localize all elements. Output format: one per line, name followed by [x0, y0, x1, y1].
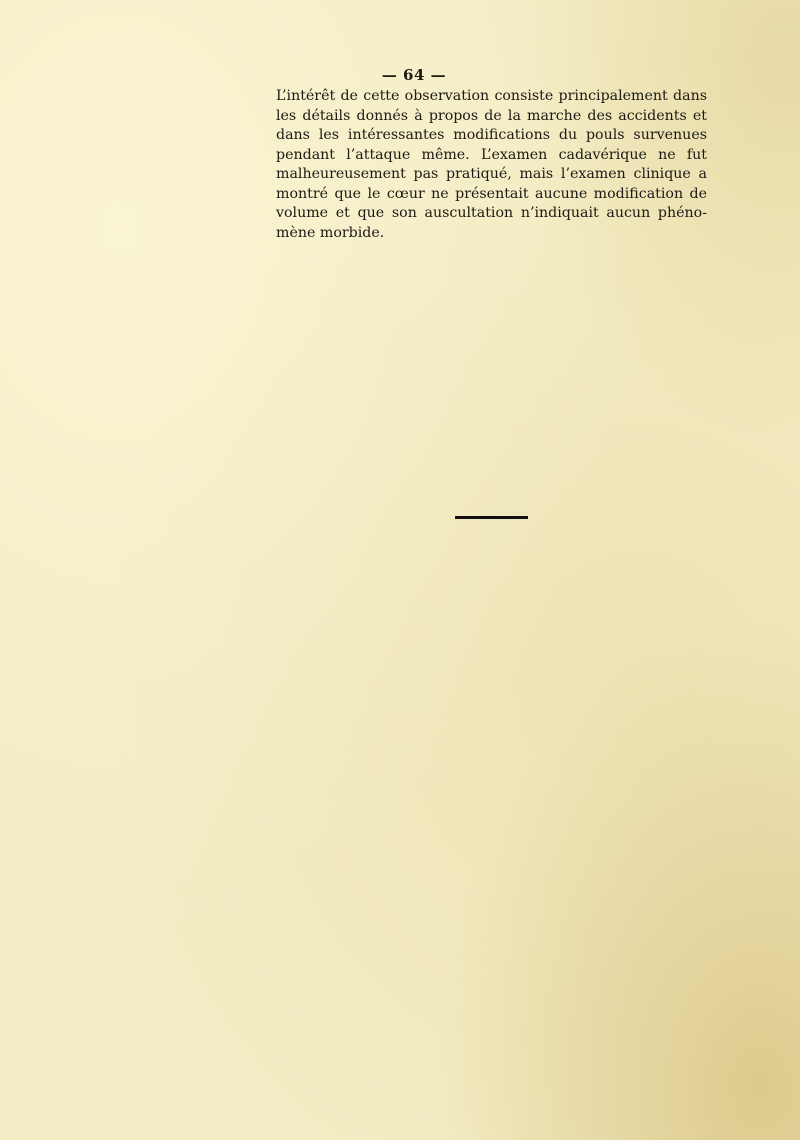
- paragraph-line: mène morbide.: [276, 224, 385, 241]
- section-divider: [455, 516, 528, 519]
- paragraph-line: dans les intéressantes modifications du pouls survenues: [276, 127, 707, 143]
- page-number: — 64 —: [381, 66, 447, 84]
- paragraph-line: malheureusement pas pratiqué, mais l’examen clinique a: [276, 166, 707, 182]
- paragraph-line: L’intérêt de cette observation consiste principalement dans: [276, 88, 707, 104]
- paragraph-line: montré que le cœur ne présentait aucune modification de: [276, 185, 707, 202]
- paragraph-line: pendant l’attaque même. L’examen cadavérique ne fut: [276, 146, 707, 163]
- paragraph-line: volume et que son auscultation n’indiquait aucun phéno-: [276, 205, 707, 221]
- paragraph-line: les détails donnés à propos de la marche des accidents et: [276, 107, 707, 124]
- body-paragraph: [276, 87, 707, 243]
